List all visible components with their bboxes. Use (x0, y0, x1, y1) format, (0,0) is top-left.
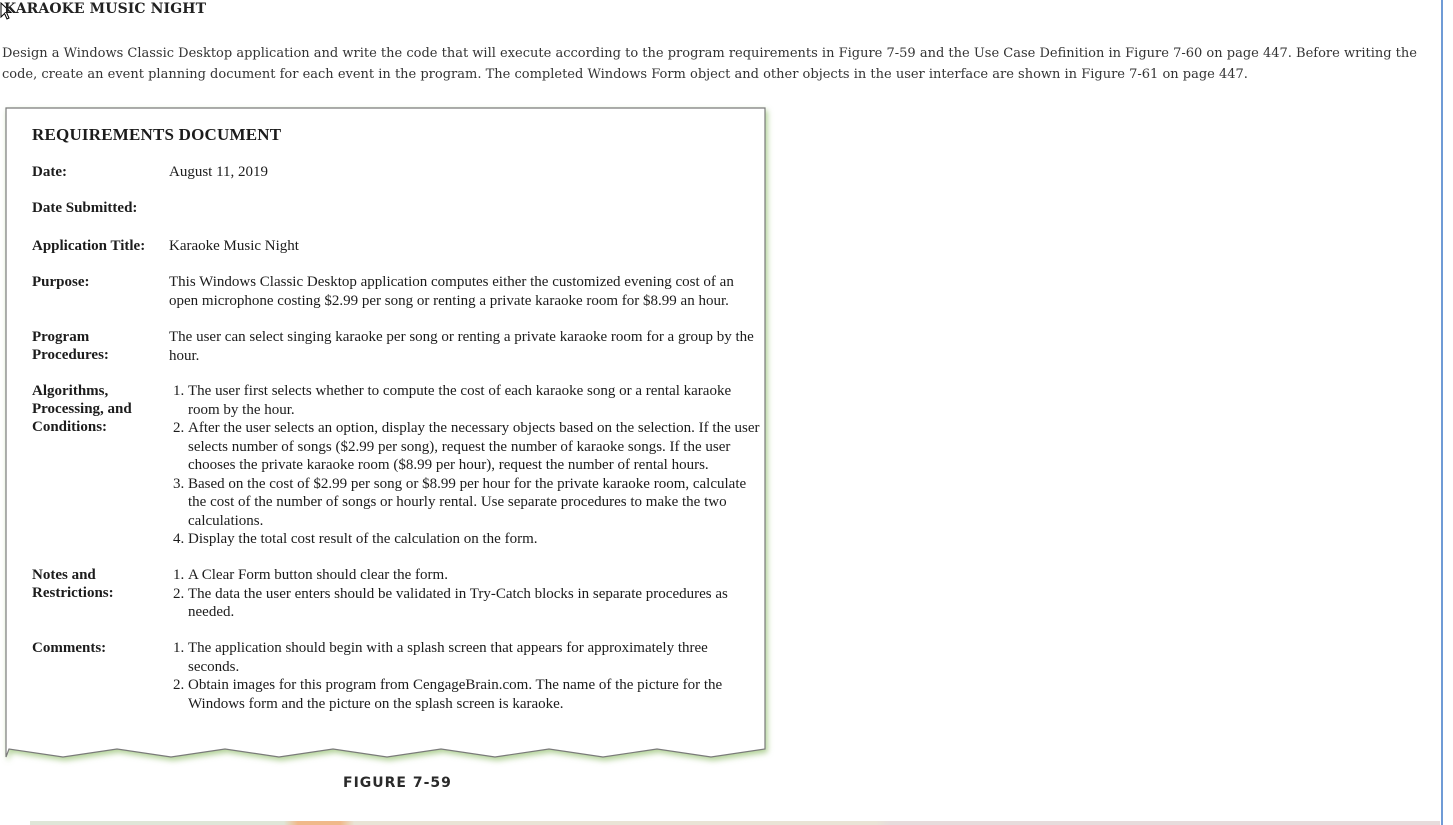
notes-list (169, 566, 760, 622)
purpose-value: This Windows Classic Desktop application computes either the customized evening cost of an open microphone costing $2.99 per song or renting a private karaoke room for $8.99 an hour. (169, 274, 734, 309)
date-label: Date: (32, 164, 67, 180)
date-submitted-label: Date Submitted: (32, 200, 138, 216)
problem-title: KARAOKE MUSIC NIGHT (4, 1, 207, 17)
list-item: 2. Obtain images for this program from CengageBrain.com. The name of the picture for the Windows form and the picture on the splash screen is karaoke. (188, 676, 760, 713)
program-procedures-value: The user can select singing karaoke per song or renting a private karaoke room for a group by the hour. (169, 329, 754, 364)
window-edge-border (1441, 0, 1443, 825)
list-item: 4. Display the total cost result of the calculation on the form. (188, 530, 760, 549)
problem-intro: Design a Windows Classic Desktop application and write the code that will execute according to the program requirements in Figure 7-59 and the Use Case Definition in Figure 7-60 on page 447. Before writing the code, create an event planning document for each event in the program. The completed Windows Form object and other objects in the user interface are shown in Figure 7-61 on page 447. (2, 46, 1417, 82)
program-procedures-label: Program Procedures: (32, 329, 109, 363)
algorithms-label: Algorithms, Processing, and Conditions: (32, 383, 132, 435)
comments-label: Comments: (32, 640, 107, 656)
requirements-document (6, 108, 765, 748)
figure-caption: FIGURE 7-59 (343, 775, 452, 791)
list-item: 1. A Clear Form button should clear the form. (188, 566, 760, 585)
comments-list (169, 639, 760, 713)
notes-label: Notes and Restrictions: (32, 567, 114, 601)
list-item: 2. After the user selects an option, display the necessary objects based on the selection. If the user selects number of songs ($2.99 per song), request the number of karaoke songs. If the user chooses the private karaoke room ($8.99 per hour), request the number of rental hours. (188, 419, 760, 475)
purpose-label: Purpose: (32, 274, 90, 290)
list-item: 1. The application should begin with a splash screen that appears for approximately three seconds. (188, 639, 760, 676)
algorithms-list (169, 382, 760, 549)
application-title-value: Karaoke Music Night (169, 238, 299, 254)
taskbar-strip (30, 821, 1440, 825)
requirements-heading: REQUIREMENTS DOCUMENT (32, 125, 282, 144)
application-title-label: Application Title: (32, 238, 146, 254)
list-item: 2. The data the user enters should be validated in Try-Catch blocks in separate procedures as needed. (188, 585, 760, 622)
list-item: 3. Based on the cost of $2.99 per song or $8.99 per hour for the private karaoke room, calculate the cost of the number of songs or hourly rental. Use separate procedures to make the two calculations. (188, 475, 760, 531)
list-item: 1. The user first selects whether to compute the cost of each karaoke song or a rental karaoke room by the hour. (188, 382, 760, 419)
date-value: August 11, 2019 (169, 164, 269, 180)
